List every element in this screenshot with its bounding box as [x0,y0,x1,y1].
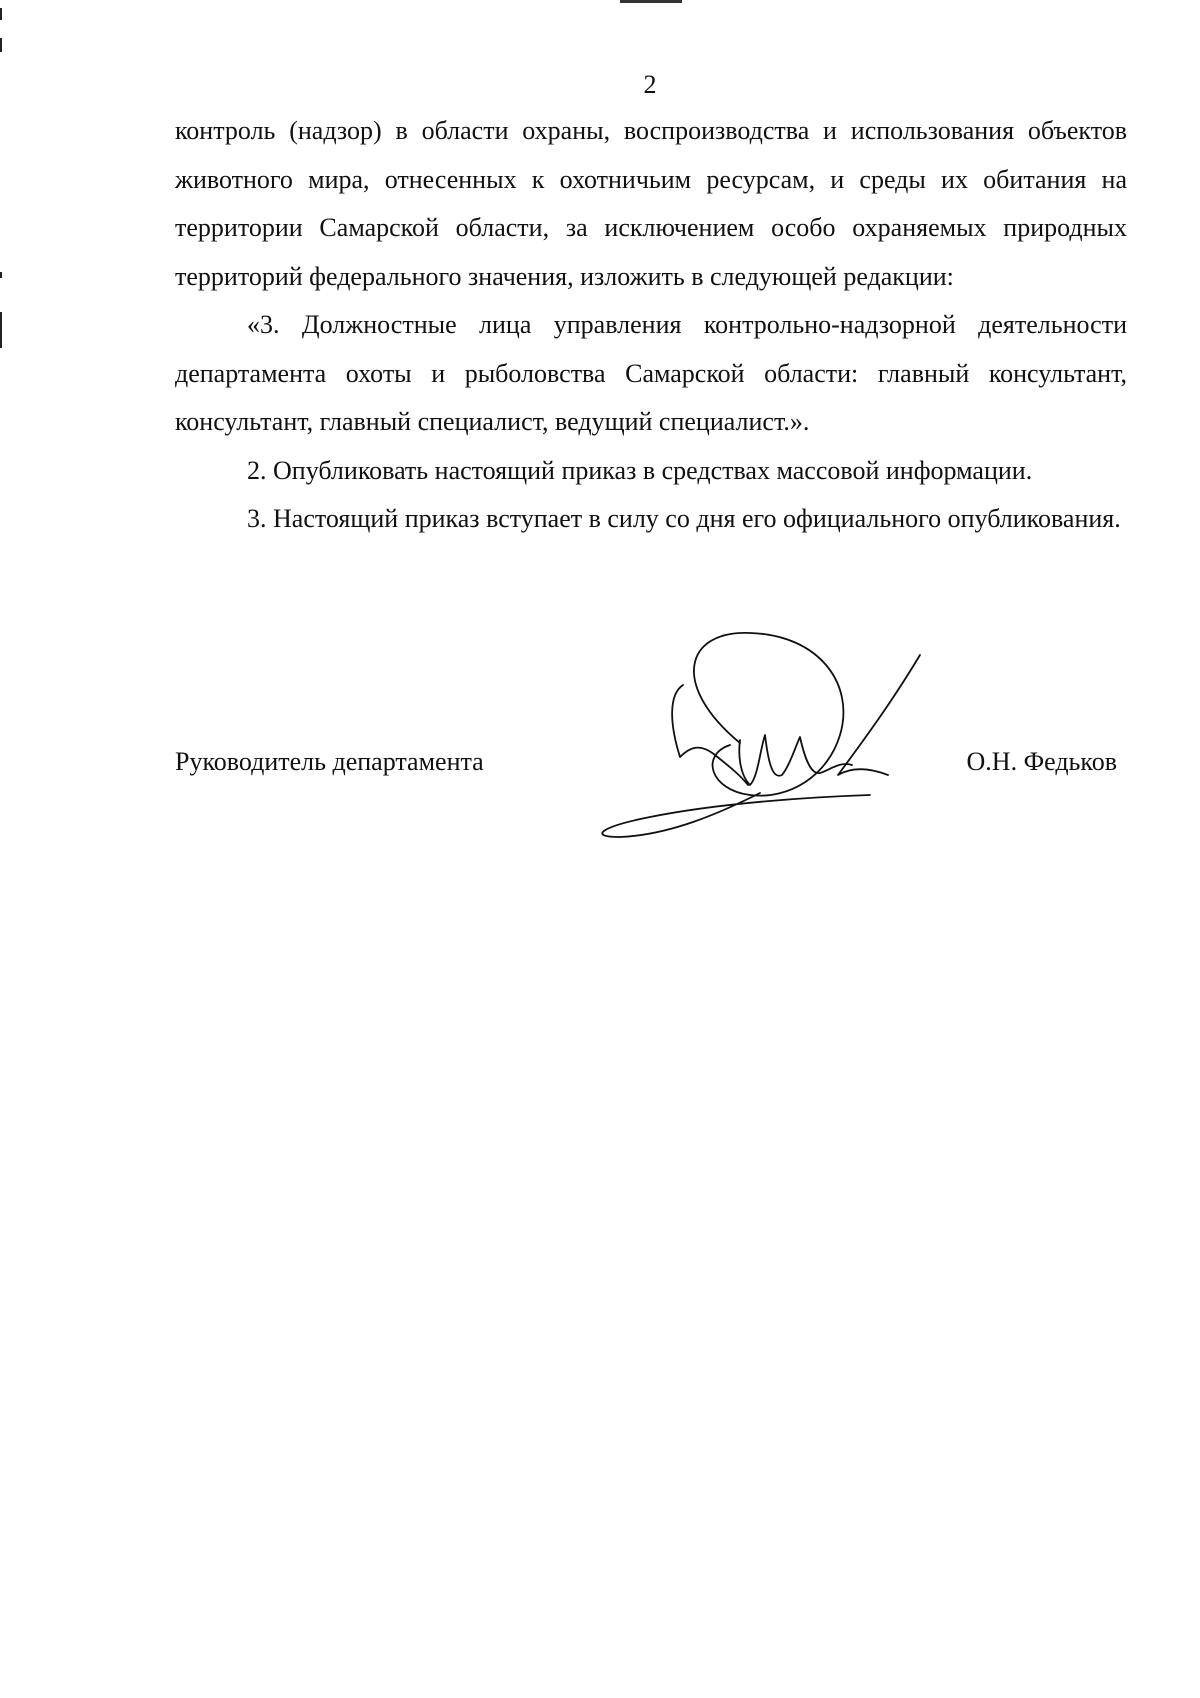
scan-edge-mark [0,38,2,52]
page-number: 2 [643,70,657,99]
scan-edge-mark [0,312,2,348]
signatory-position: Руководитель департамента [175,747,484,776]
paragraph-quoted-amendment: «3. Должностные лица управления контрольно-надзорной деятельности департамента охоты и рыболовства Самарской области: главный консультант, консультант, главный специалист, ведущий специалист.». [175,310,1127,436]
signatory-name: О.Н. Федьков [966,747,1117,776]
paragraph-item-2: 2. Опубликовать настоящий приказ в средствах массовой информации. [247,455,1033,485]
paragraph-item-3: 3. Настоящий приказ вступает в силу со дня его официального опубликования. [247,504,1121,533]
document-body [175,107,1127,544]
paragraph-continuation: контроль (надзор) в области охраны, воспроизводства и использования объектов животного мира, отнесенных к охотничьим ресурсам, и среды их обитания на территории Самарской области, за исключением особо охраняемых природных территорий федерального значения, изложить в следующей редакции: [175,116,1127,291]
handwritten-signature [590,625,970,855]
scan-edge-mark [0,272,2,278]
scan-edge-mark [0,8,2,20]
top-rule-mark [620,0,682,3]
